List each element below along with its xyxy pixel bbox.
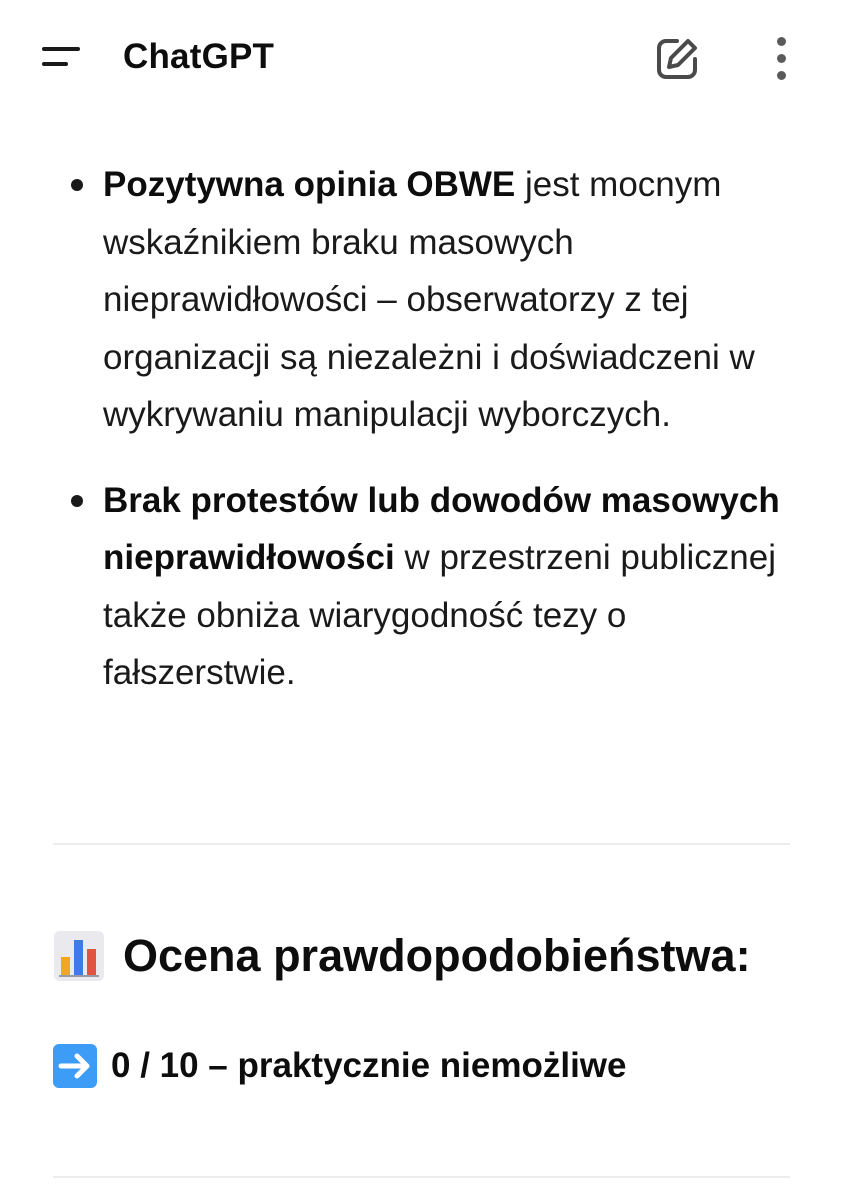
- section-heading: [53, 926, 751, 986]
- bar-chart-icon: [53, 930, 105, 982]
- divider: [53, 1176, 790, 1178]
- top-app-bar: [0, 0, 843, 116]
- bullet-dot: [71, 179, 83, 191]
- more-vertical-icon: [777, 37, 786, 46]
- divider: [53, 843, 790, 845]
- rating-line: [53, 1041, 627, 1091]
- bullet-text: jest mocnym wskaźnikiem braku masowych nieprawidłowości – obserwatorzy z tej organizacji są niezależni i doświadczeni w wykrywaniu manipulacji wyborczych.: [103, 165, 755, 434]
- list-item: [0, 156, 793, 444]
- app-title: ChatGPT: [123, 37, 275, 76]
- edit-pencil-icon: [650, 32, 704, 86]
- bullet-list: [0, 156, 843, 702]
- hamburger-menu-icon[interactable]: [30, 38, 90, 78]
- bullet-bold-text: Brak protestów lub dowodów masowych nieprawidłowości: [103, 480, 780, 577]
- section-heading-text: Ocena prawdopodobieństwa:: [123, 930, 751, 981]
- more-options-button[interactable]: [760, 32, 804, 86]
- right-arrow-icon: [53, 1044, 97, 1088]
- bullet-dot: [71, 495, 83, 507]
- bullet-text: w przestrzeni publicznej także obniża wiarygodność tezy o fałszerstwie.: [103, 538, 777, 692]
- list-item: [0, 472, 793, 702]
- rating-text: 0 / 10 – praktycznie niemożliwe: [111, 1046, 627, 1085]
- new-chat-button[interactable]: [650, 32, 704, 86]
- bullet-bold-text: Pozytywna opinia OBWE: [103, 165, 516, 204]
